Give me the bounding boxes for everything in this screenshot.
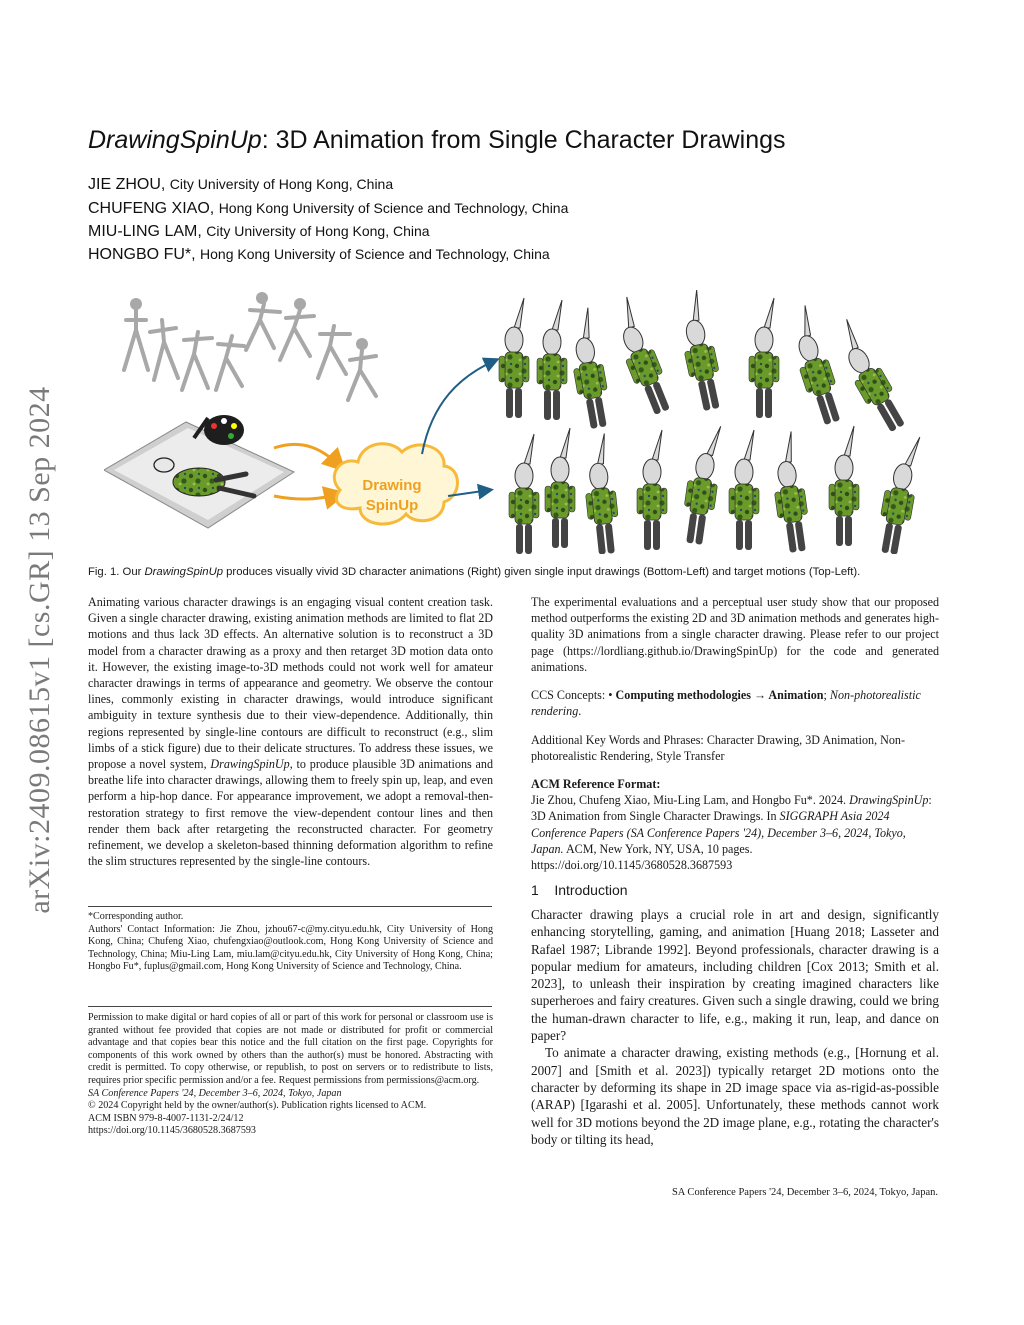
abstract-part1: Animating various character drawings is an engaging visual content creation task. Given a single character drawing, existing animation methods are limited to flat 2D motions and thus lack 3D effects. An alternative solution is to reconstruct a 3D model from a character drawing as a proxy and then retarget 3D motion data onto it. However, the existing image-to-3D methods could not work well for amateur character drawings in terms of appearance and geometry. We observe the contour lines, commonly existing in character drawings, would introduce significant ambiguity in texture synthesis due to their view-dependence. Additionally, thin regions represented by single-line contours are difficult to reconstruct (e.g., slim limbs of a stick figure) due to their delicate structures. To address these issues, we propose a novel system,: [88, 595, 493, 772]
author-name: CHUFENG XIAO,: [88, 200, 215, 217]
caption-italic: DrawingSpinUp: [144, 566, 224, 578]
ccs-sep: ;: [823, 688, 830, 702]
ccs-bold: Computing methodologies → Animation: [615, 688, 824, 702]
arxiv-stamp-text: arXiv:2409.08615v1 [cs.GR] 13 Sep 2024: [23, 386, 56, 914]
abstract: [88, 594, 493, 869]
isbn-line: ACM ISBN 979-8-4007-1131-2/24/12: [88, 1112, 244, 1124]
teaser-figure: [104, 290, 924, 554]
corresponding-author-note: *Corresponding author.: [88, 911, 184, 922]
author-name: HONGBO FU*,: [88, 246, 196, 263]
author-footnote: [88, 911, 493, 974]
abstract-continued: [531, 594, 939, 675]
author-line: [88, 200, 568, 218]
author-line: [88, 223, 430, 241]
intro-paragraph-2: To animate a character drawing, existing methods (e.g., [Hornung et al. 2007] and [Smith et al. 2023]) typically retarget 2D motions onto the character by deforming its shape in 2D image space via as-rigid-as-possible (ARAP) [Igarashi et al. 2005]. Unfortunately, these methods cannot work well for 3D motions beyond the 2D image plane, e.g., rotating the character's body or tilting its head,: [531, 1045, 939, 1147]
keywords-text: Additional Key Words and Phrases: Character Drawing, 3D Animation, Non-photorealistic Rendering, Style Transfer: [531, 733, 905, 764]
reference-part1: Jie Zhou, Chufeng Xiao, Miu-Ling Lam, and Hongbo Fu*. 2024.: [531, 793, 850, 808]
animated-characters-top: [499, 290, 911, 436]
acm-reference: [531, 776, 939, 873]
logo-line2: SpinUp: [365, 497, 419, 514]
author-affiliation: Hong Kong University of Science and Technology, China: [200, 246, 550, 262]
input-drawing-paper: [104, 415, 294, 528]
author-line: [88, 176, 393, 194]
copyright-line: © 2024 Copyright held by the owner/author(s). Publication rights licensed to ACM.: [88, 1100, 427, 1112]
permission-text: Permission to make digital or hard copies of all or part of this work for personal or classroom use is granted without fee provided that copies are not made or distributed for profit or commercial advantage and that copies bear this notice and the full citation on the first page. Copyrights for components of this work owned by others than the author(s) must be honored. Abstracting with credit is permitted. To copy otherwise, or republish, to post on servers or to redistribute to lists, requires prior specific permission and/or a fee. Request permissions from permissions@acm.org.: [88, 1012, 493, 1086]
page-footer: SA Conference Papers '24, December 3–6, 2024, Tokyo, Japan.: [671, 1187, 938, 1198]
author-affiliation: Hong Kong University of Science and Technology, China: [218, 200, 569, 216]
ccs-italic: Non-photorealistic rendering: [531, 688, 921, 719]
keywords: [531, 732, 939, 764]
ccs-concepts: [531, 687, 939, 719]
author-line: [88, 246, 550, 264]
abstract-italic: DrawingSpinUp: [210, 757, 290, 772]
paper-title-rest: : 3D Animation from Single Character Drawings: [261, 126, 786, 154]
reference-heading: ACM Reference Format:: [531, 777, 661, 791]
permission-block: [88, 1012, 493, 1138]
author-name: MIU-LING LAM,: [88, 223, 202, 240]
permission-divider: [88, 1006, 492, 1007]
doi-line: https://doi.org/10.1145/3680528.3687593: [88, 1125, 256, 1137]
arxiv-stamp: [10, 355, 70, 945]
ccs-label: CCS Concepts: •: [531, 688, 616, 702]
section-title: Introduction: [554, 882, 628, 898]
reference-italic2: SIGGRAPH Asia 2024 Conference Papers (SA Conference Papers '24), December 3–6, 2024, Tokyo, Japan.: [531, 809, 906, 856]
paper-title: [88, 126, 786, 155]
intro-paragraph-1: Character drawing plays a crucial role in art and design, significantly enhancing storytelling, gaming, and animation [Huang 2018; Lasseter and Rafael 1987; Librande 1992]. Beyond professionals, character drawing is a popular medium for amateurs, including children [Cox 2013; Smith et al. 2023], to unleash their inspiration by creating imagined characters like superheroes and fairy creatures. Given such a single drawing, could we bring the human-drawn character to life, e.g., making it run, leap, and dance on paper?: [531, 907, 939, 1044]
reference-part3: ACM, New York, NY, USA, 10 pages. https://doi.org/10.1145/3680528.3687593: [531, 841, 753, 873]
author-affiliation: City University of Hong Kong, China: [206, 223, 430, 239]
ccs-end: .: [578, 704, 582, 719]
logo-line1: Drawing: [362, 477, 422, 494]
section-number: 1: [531, 882, 539, 898]
paper-title-italic: DrawingSpinUp: [88, 126, 262, 154]
footnote-divider: [88, 906, 492, 907]
figure-caption: [88, 566, 948, 578]
contact-information: Authors' Contact Information: Jie Zhou, jzhou67-c@my.cityu.edu.hk, City University of Hong Kong, China; Chufeng Xiao, chufengxiao@outlook.com, Hong Kong University of Science and Technology, China; Miu-Ling Lam, miu.lam@cityu.edu.hk, City University of Hong Kong, China; Hongbo Fu*, fuplus@gmail.com, Hong Kong University of Science and Technology, China.: [88, 923, 493, 973]
reference-part2: : 3D Animation from Single Character Drawings. In: [531, 793, 932, 824]
author-name: JIE ZHOU,: [88, 176, 166, 193]
animated-characters-bottom: [509, 423, 924, 554]
author-affiliation: City University of Hong Kong, China: [169, 176, 394, 192]
caption-rest: produces visually vivid 3D character animations (Right) given single input drawings (Bottom-Left) and target motions (Top-Left).: [223, 566, 861, 578]
reference-italic1: DrawingSpinUp: [849, 793, 929, 808]
section-heading: [531, 882, 628, 898]
caption-prefix: Fig. 1. Our: [88, 566, 145, 578]
abstract-cont-text: The experimental evaluations and a perceptual user study show that our proposed method outperforms the existing 2D and 3D animation methods and generates high-quality 3D animations from a single character drawing. Please refer to our project page (https://lordliang.github.io/DrawingSpinUp) for the code and generated animations.: [531, 595, 939, 674]
venue-line: SA Conference Papers '24, December 3–6, 2024, Tokyo, Japan: [88, 1087, 342, 1099]
abstract-part2: , to produce plausible 3D animations and breathe life into character drawings, allowing them to freely spin up, leap, and even perform a hip-hop dance. For appearance improvement, we adopt a removal-then-restoration strategy to first remove the view-dependent contour lines and then render them back after retargeting the reconstructed character. For geometry refinement, we develop a skeleton-based thinning deformation algorithm to refine the slim structures represented by the single-line contours.: [88, 757, 493, 869]
introduction-body: [531, 906, 939, 1148]
target-motion-skeletons: [124, 304, 376, 400]
